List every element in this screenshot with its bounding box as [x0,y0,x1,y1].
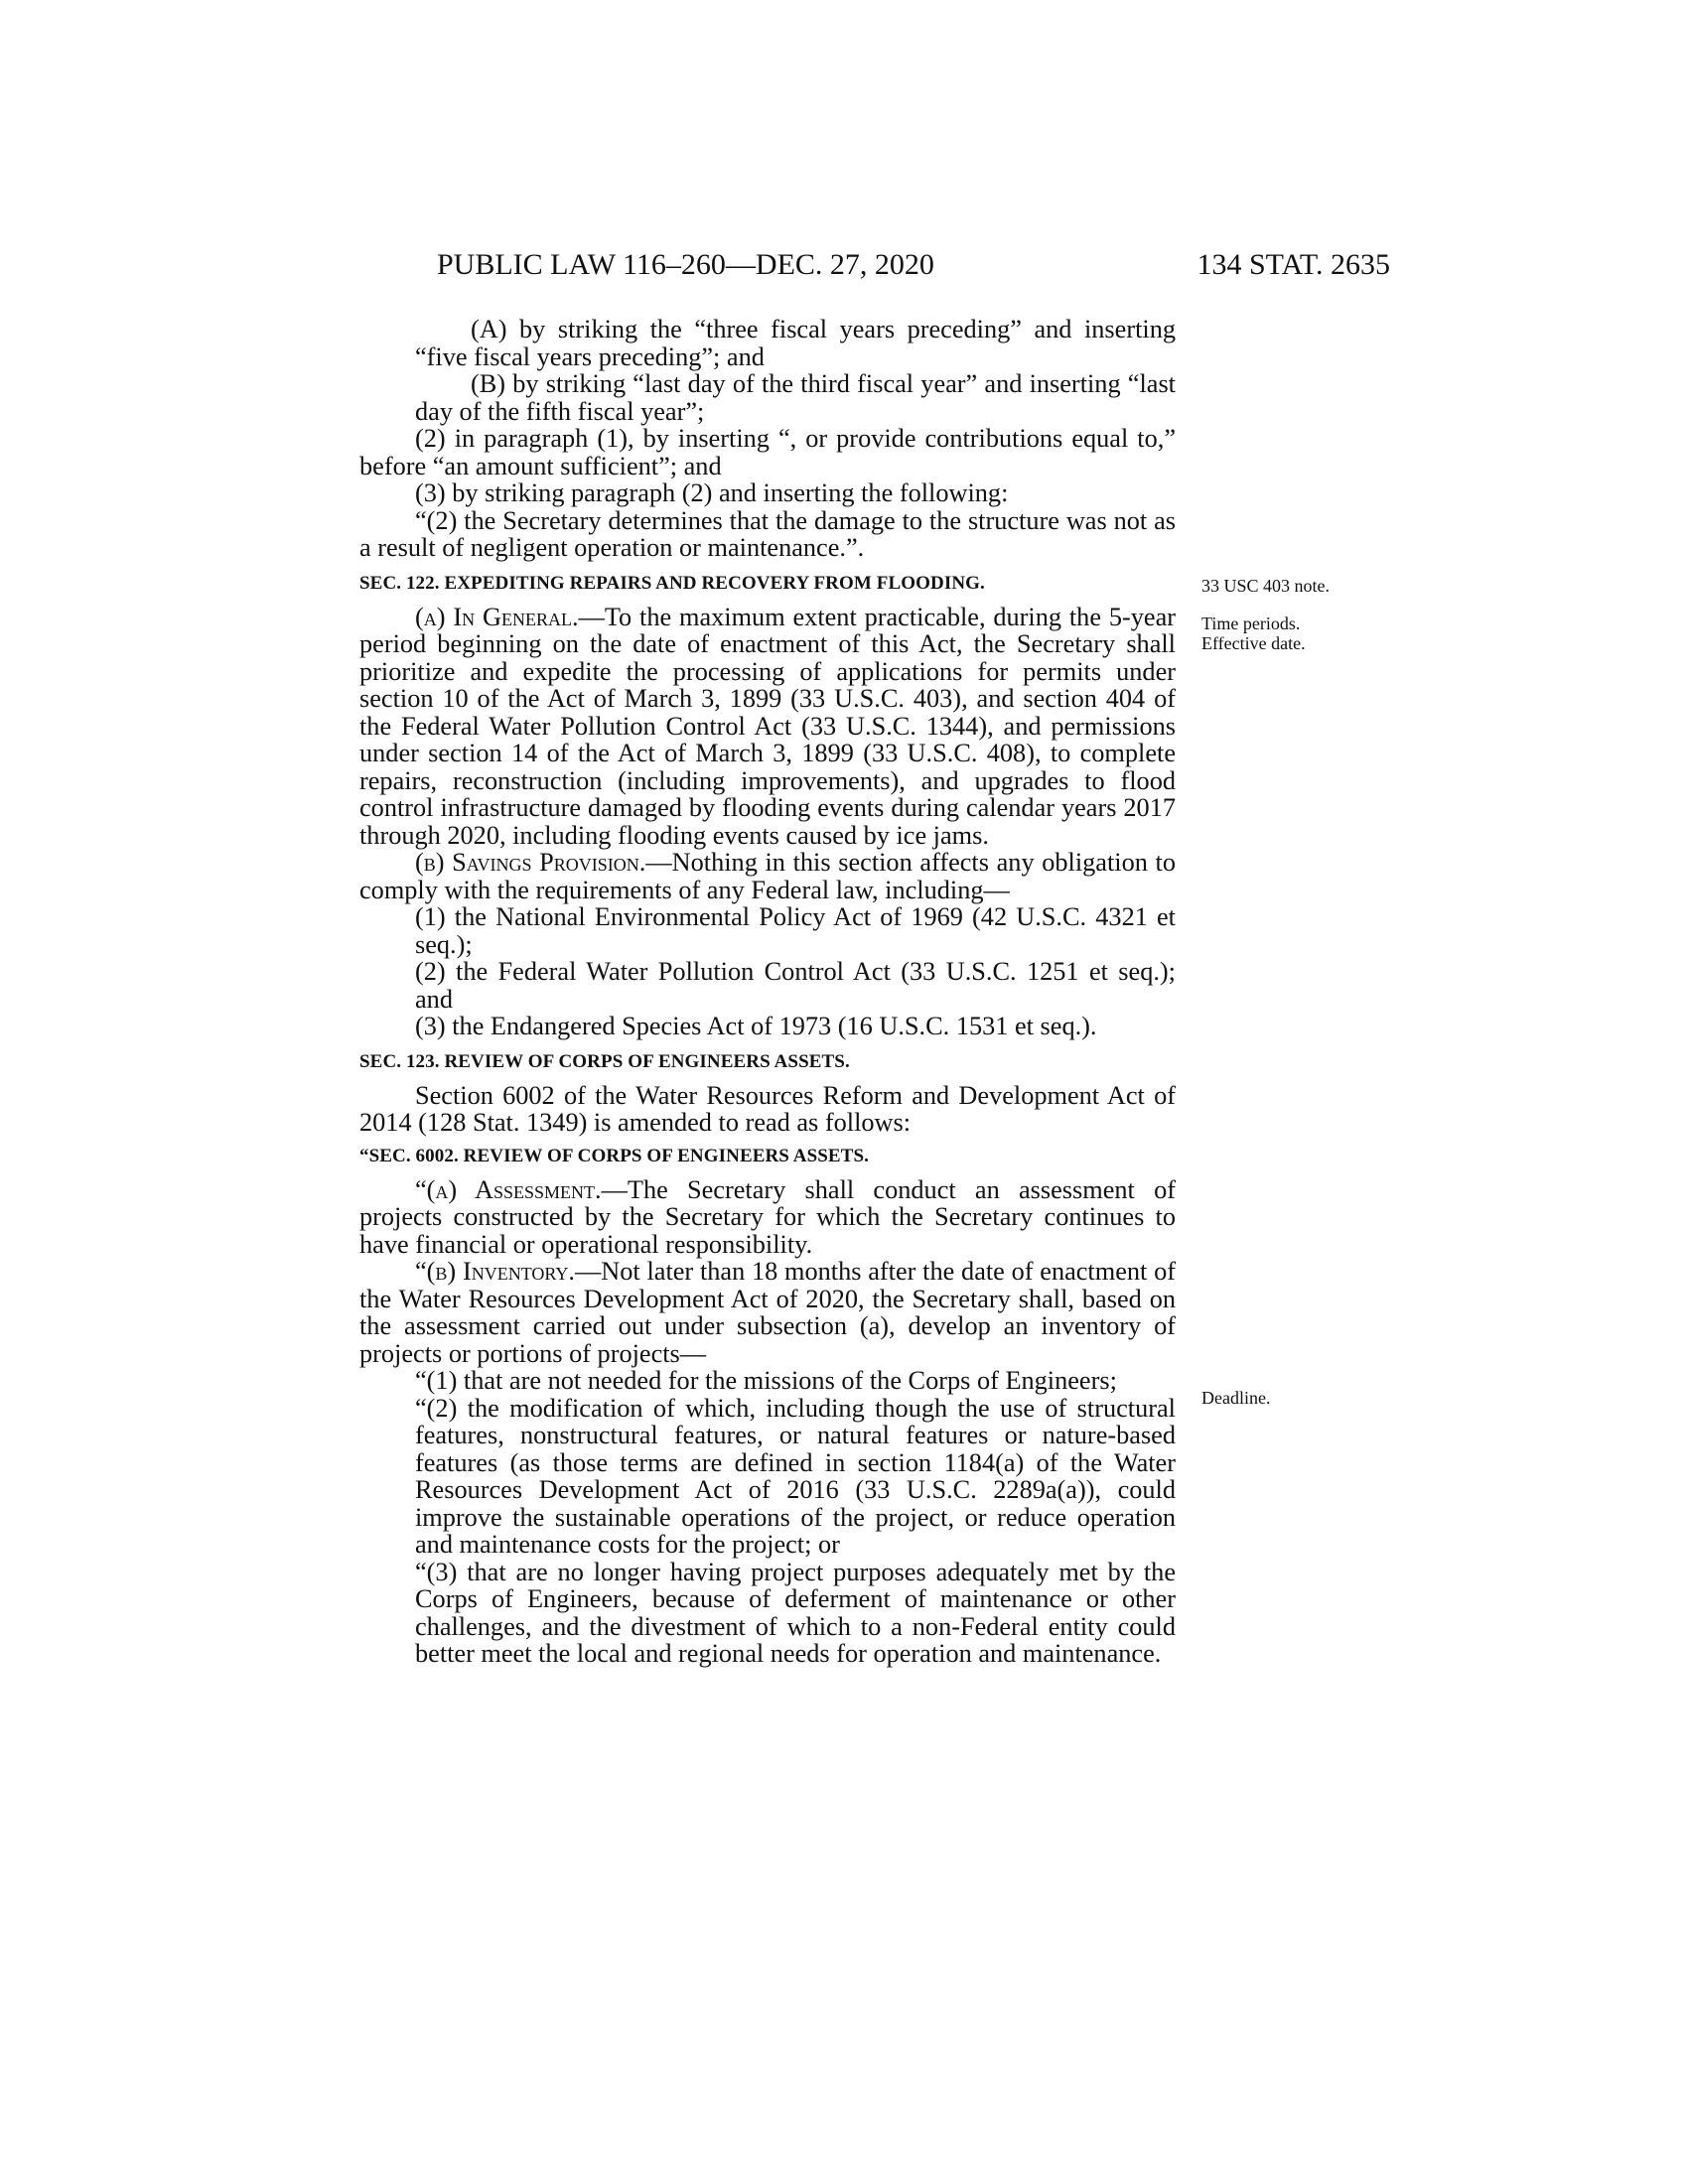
quoted-item-1: “(1) that are not needed for the missions of the Corps of Engineers; [415,1366,1117,1395]
clause-b: (B) by striking “last day of the third fiscal year” and inserting “last day of the fifth fiscal year”; [415,369,1176,426]
section-6002-heading: “SEC. 6002. REVIEW OF CORPS OF ENGINEERS ASSETS. [359,1145,869,1166]
subsection-a [359,604,1176,850]
quoted-subsection-b-text: —Not later than 18 months after the date of enactment of the Water Resources Development Act of 2020, the Secretary shall, based on the assessment carried out under subsection (a), develop an inventory of projects or portions of projects— [359,1257,1176,1368]
margin-note-deadline: Deadline. [1201,1388,1271,1408]
running-header [437,248,1390,288]
subsection-a-label: (a) In General. [415,602,579,631]
subsection-b-item-2: (2) the Federal Water Pollution Control Act (33 U.S.C. 1251 et seq.); and [415,957,1176,1014]
quoted-subsection-b-label: “(b) Inventory. [415,1257,575,1286]
paragraph-3: (3) by striking paragraph (2) and inserting the following: [415,478,1009,507]
quoted-subsection-a [359,1176,1176,1259]
subsection-a-text: —To the maximum extent practicable, during the 5-year period beginning on the date of enactment of this Act, the Secretary shall prioritize and expedite the processing of applications for permits under section 10 of the Act of March 3, 1899 (33 U.S.C. 403), and section 404 of the Federal Water Pollution Control Act (33 U.S.C. 1344), and permissions under section 14 of the Act of March 3, 1899 (33 U.S.C. 408), to complete repairs, reconstruction (including improvements), and upgrades to flood control infrastructure damaged by flooding events during calendar years 2017 through 2020, including flooding events caused by ice jams. [359,602,1176,850]
quoted-item-3: “(3) that are no longer having project purposes adequately met by the Corps of Engineers, because of deferment of maintenance or other challenges, and the divestment of which to a non-Federal entity could better meet the local and regional needs for operation and maintenance. [415,1557,1176,1668]
subsection-b [359,849,1176,903]
section-122-heading: SEC. 122. EXPEDITING REPAIRS AND RECOVERY FROM FLOODING. [359,572,985,594]
subsection-b-label: (b) Savings Provision. [415,848,646,877]
quoted-subsection-a-text: —The Secretary shall conduct an assessment of projects constructed by the Secretary for which the Secretary continues to have financial or operational responsibility. [359,1174,1176,1259]
clause-a: (A) by striking the “three fiscal years preceding” and inserting “five fiscal years preceding”; and [415,315,1176,371]
margin-note-usc: 33 USC 403 note. [1201,576,1331,596]
margin-note-time-periods: Time periods. [1201,614,1301,633]
subsection-b-item-1: (1) the National Environmental Policy Act of 1969 (42 U.S.C. 4321 et seq.); [415,902,1176,959]
section-123-text: Section 6002 of the Water Resources Reform and Development Act of 2014 (128 Stat. 1349) is amended to read as follows: [359,1080,1176,1137]
quoted-item-2: “(2) the modification of which, including though the use of structural features, nonstructural features, or natural features or nature-based features (as those terms are defined in section 1184(a) of the Water Resources Development Act of 2016 (33 U.S.C. 2289a(a)), could improve the sustainable operations of the project, or reduce operation and maintenance costs for the project; or [415,1393,1176,1559]
subsection-b-text: —Nothing in this section affects any obligation to comply with the requirements of any Federal law, including— [359,848,1176,904]
quoted-subsection-a-label: “(a) Assessment. [415,1174,602,1204]
margin-note-effective-date: Effective date. [1201,633,1306,653]
subsection-b-item-3: (3) the Endangered Species Act of 1973 (16 U.S.C. 1531 et seq.). [415,1012,1097,1040]
quoted-subsection-b [359,1258,1176,1367]
paragraph-2: (2) in paragraph (1), by inserting “, or provide contributions equal to,” before “an amount sufficient”; and [359,424,1176,480]
statute-body [359,316,1176,1668]
header-law-date: PUBLIC LAW 116–260—DEC. 27, 2020 [437,248,934,281]
section-123-heading: SEC. 123. REVIEW OF CORPS OF ENGINEERS ASSETS. [359,1050,850,1072]
header-stat-page: 134 STAT. 2635 [1196,248,1390,281]
quoted-paragraph-2: “(2) the Secretary determines that the damage to the structure was not as a result of negligent operation or maintenance.”. [359,505,1176,562]
